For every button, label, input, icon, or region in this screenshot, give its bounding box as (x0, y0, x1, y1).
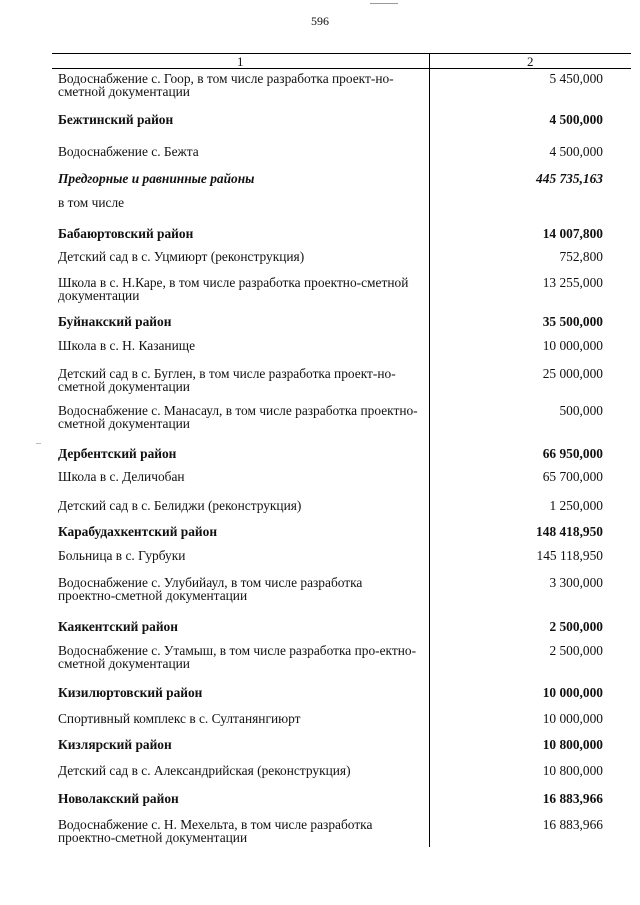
row-name: Бабаюртовский район (52, 214, 429, 240)
row-amount: 2 500,000 (549, 619, 603, 634)
table-body (52, 69, 631, 848)
row-name: Школа в с. Н. Казанище (52, 329, 429, 356)
row-name: в том числе (52, 189, 429, 214)
row-amount: 10 000,000 (542, 685, 603, 700)
table-row (52, 240, 631, 266)
table-row (52, 807, 631, 847)
table-row (52, 676, 631, 702)
table-row (52, 608, 631, 634)
table-row (52, 302, 631, 329)
table-row (52, 135, 631, 162)
row-name: Водоснабжение с. Гоор, в том числе разработка проект-но-сметной документации (52, 69, 429, 102)
row-name: Водоснабжение с. Улубийаул, в том числе разработка проектно-сметной документации (52, 566, 429, 608)
table-row (52, 266, 631, 302)
row-amount: 16 883,966 (542, 817, 603, 832)
row-amount: 752,800 (559, 249, 603, 264)
row-name: Спортивный комплекс в с. Султанянгиюрт (52, 702, 429, 728)
table-row (52, 634, 631, 676)
row-name: Кизлярский район (52, 728, 429, 754)
column-header-2: 2 (429, 54, 631, 69)
row-name: Школа в с. Н.Каре, в том числе разработка проектно-сметной документации (52, 266, 429, 302)
table-row (52, 69, 631, 102)
row-name: Школа в с. Деличобан (52, 461, 429, 488)
row-amount: 10 800,000 (542, 763, 603, 778)
row-amount: 145 118,950 (536, 548, 603, 563)
table-row (52, 728, 631, 754)
row-amount: 148 418,950 (536, 524, 603, 539)
row-amount: 10 000,000 (542, 338, 603, 353)
table-row (52, 514, 631, 540)
row-amount: 14 007,800 (542, 226, 603, 241)
row-amount: 500,000 (559, 403, 603, 418)
table-row (52, 488, 631, 514)
row-amount: 3 300,000 (549, 575, 603, 590)
row-name: Каякентский район (52, 608, 429, 634)
row-amount: 16 883,966 (542, 791, 603, 806)
table-row (52, 356, 631, 393)
table-row (52, 461, 631, 488)
row-name: Карабудахкентский район (52, 514, 429, 540)
row-name: Дербентский район (52, 435, 429, 461)
table-row (52, 435, 631, 461)
row-name: Новолакский район (52, 781, 429, 807)
table-row (52, 781, 631, 807)
row-amount: 4 500,000 (549, 112, 603, 127)
row-amount (429, 189, 631, 214)
row-amount: 13 255,000 (542, 275, 603, 290)
row-name: Больница в с. Гурбуки (52, 540, 429, 566)
row-name: Водоснабжение с. Манасаул, в том числе разработка проектно-сметной документации (52, 393, 429, 435)
row-name: Водоснабжение с. Утамыш, в том числе разработка про-ектно-сметной документации (52, 634, 429, 676)
page-number: 596 (311, 14, 329, 28)
margin-mark (36, 443, 41, 444)
row-amount: 2 500,000 (549, 643, 603, 658)
row-name: Предгорные и равнинные районы (52, 162, 429, 189)
row-amount: 4 500,000 (549, 144, 603, 159)
table-row (52, 393, 631, 435)
row-name: Буйнакский район (52, 302, 429, 329)
row-amount: 66 950,000 (542, 446, 603, 461)
table-header-row (52, 54, 631, 69)
row-amount: 35 500,000 (542, 314, 603, 329)
row-name: Детский сад в с. Уцмиюрт (реконструкция) (52, 240, 429, 266)
row-amount: 65 700,000 (542, 469, 603, 484)
row-amount: 10 800,000 (542, 737, 603, 752)
row-name: Детский сад в с. Буглен, в том числе разработка проект-но-сметной документации (52, 356, 429, 393)
row-name: Водоснабжение с. Н. Мехельта, в том числе разработка проектно-сметной документации (52, 807, 429, 847)
table-row (52, 540, 631, 566)
table-row (52, 189, 631, 214)
table-row (52, 566, 631, 608)
row-name: Водоснабжение с. Бежта (52, 135, 429, 162)
row-amount: 10 000,000 (542, 711, 603, 726)
budget-table (52, 53, 631, 847)
row-amount: 445 735,163 (536, 171, 603, 186)
top-rule (370, 3, 398, 4)
row-name: Кизилюртовский район (52, 676, 429, 702)
budget-table-container (52, 53, 631, 847)
column-header-1: 1 (52, 54, 429, 69)
row-name: Бежтинский район (52, 101, 429, 135)
row-amount: 5 450,000 (549, 71, 603, 86)
row-name: Детский сад в с. Белиджи (реконструкция) (52, 488, 429, 514)
table-row (52, 214, 631, 240)
table-row (52, 329, 631, 356)
row-name: Детский сад в с. Александрийская (реконструкция) (52, 754, 429, 781)
table-row (52, 754, 631, 781)
table-row (52, 702, 631, 728)
row-amount: 1 250,000 (549, 498, 603, 513)
table-row (52, 162, 631, 189)
table-row (52, 101, 631, 135)
row-amount: 25 000,000 (542, 366, 603, 381)
